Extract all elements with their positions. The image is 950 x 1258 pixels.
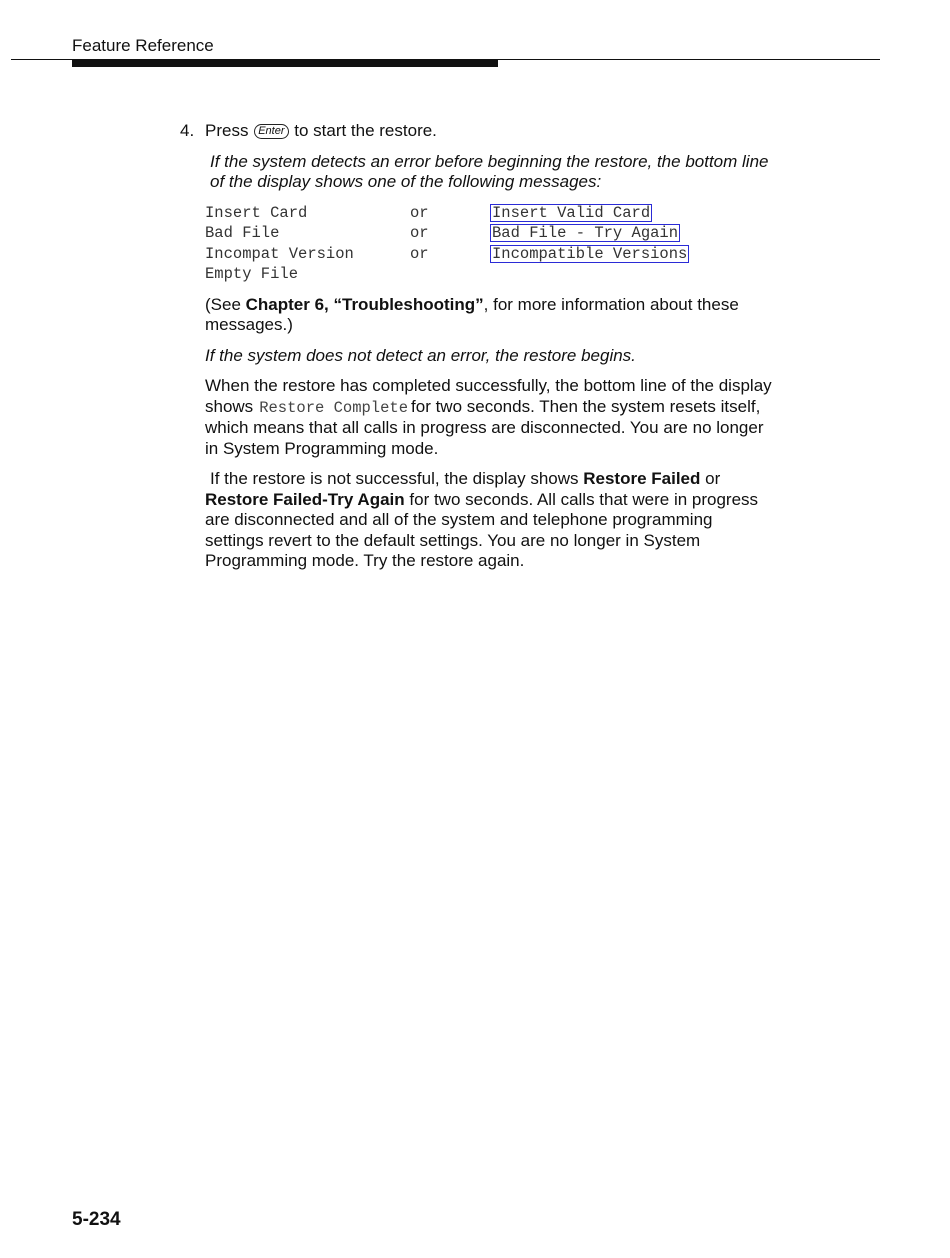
- message-long-boxed: Bad File - Try Again: [492, 224, 679, 242]
- see-note-prefix: (See: [205, 294, 246, 314]
- success-before: When the restore has completed successfully, the bottom line of the display shows: [205, 376, 772, 416]
- message-row: [205, 223, 775, 244]
- message-short: Insert Card: [205, 203, 308, 222]
- after-key-text: to start the restore.: [294, 121, 437, 140]
- message-row: [205, 244, 775, 265]
- no-error-text: If the system does not detect an error, the restore begins.: [205, 345, 636, 365]
- restore-failed-try-again-message: Restore Failed-Try Again: [205, 489, 405, 509]
- failure-or: or: [705, 469, 721, 488]
- step-instruction: [205, 121, 775, 142]
- press-text: Press: [205, 121, 249, 140]
- message-or: or: [410, 203, 429, 222]
- running-header-title: Feature Reference: [72, 36, 214, 55]
- chapter-reference: Chapter 6, “Troubleshooting”: [245, 294, 484, 314]
- error-messages-table: [205, 203, 775, 285]
- step-content: [205, 121, 775, 572]
- see-chapter-note: [205, 295, 775, 336]
- success-after: for two seconds. Then the system resets itself, which means that all calls in progress are disconnected. You are no longer in System Programming mode.: [205, 396, 764, 458]
- restore-complete-message: Restore Complete: [259, 398, 409, 417]
- message-short: Empty File: [205, 265, 299, 283]
- step-number: 4.: [180, 121, 195, 140]
- header-rule-thick: [72, 60, 498, 67]
- failure-paragraph: [205, 469, 775, 490]
- message-row: [205, 203, 775, 224]
- message-short: Incompat Version: [205, 244, 354, 263]
- detect-error-text: If the system detects an error before beginning the restore, the bottom line of the display shows one of the following messages:: [210, 151, 769, 191]
- message-long-boxed: Insert Valid Card: [492, 203, 651, 222]
- failure-after: for two seconds. All calls that were in progress are disconnected and all of the system and telephone programming settings revert to the default settings. You are no longer in System Programming mode. Try the restore again.: [205, 489, 759, 570]
- failure-paragraph-cont: [205, 490, 775, 572]
- success-paragraph: [205, 376, 775, 459]
- message-row: [205, 264, 775, 285]
- message-long-boxed: Incompatible Versions: [492, 244, 688, 263]
- message-or: or: [410, 244, 429, 263]
- page-number: 5-234: [72, 1209, 121, 1230]
- restore-failed-message: Restore Failed: [583, 469, 701, 488]
- enter-key-icon: Enter: [254, 124, 288, 139]
- failure-before: If the restore is not successful, the display shows: [210, 469, 579, 488]
- see-note-suffix: , for more information about these messages.): [205, 294, 739, 334]
- message-short: Bad File: [205, 224, 280, 242]
- message-or: or: [410, 224, 429, 242]
